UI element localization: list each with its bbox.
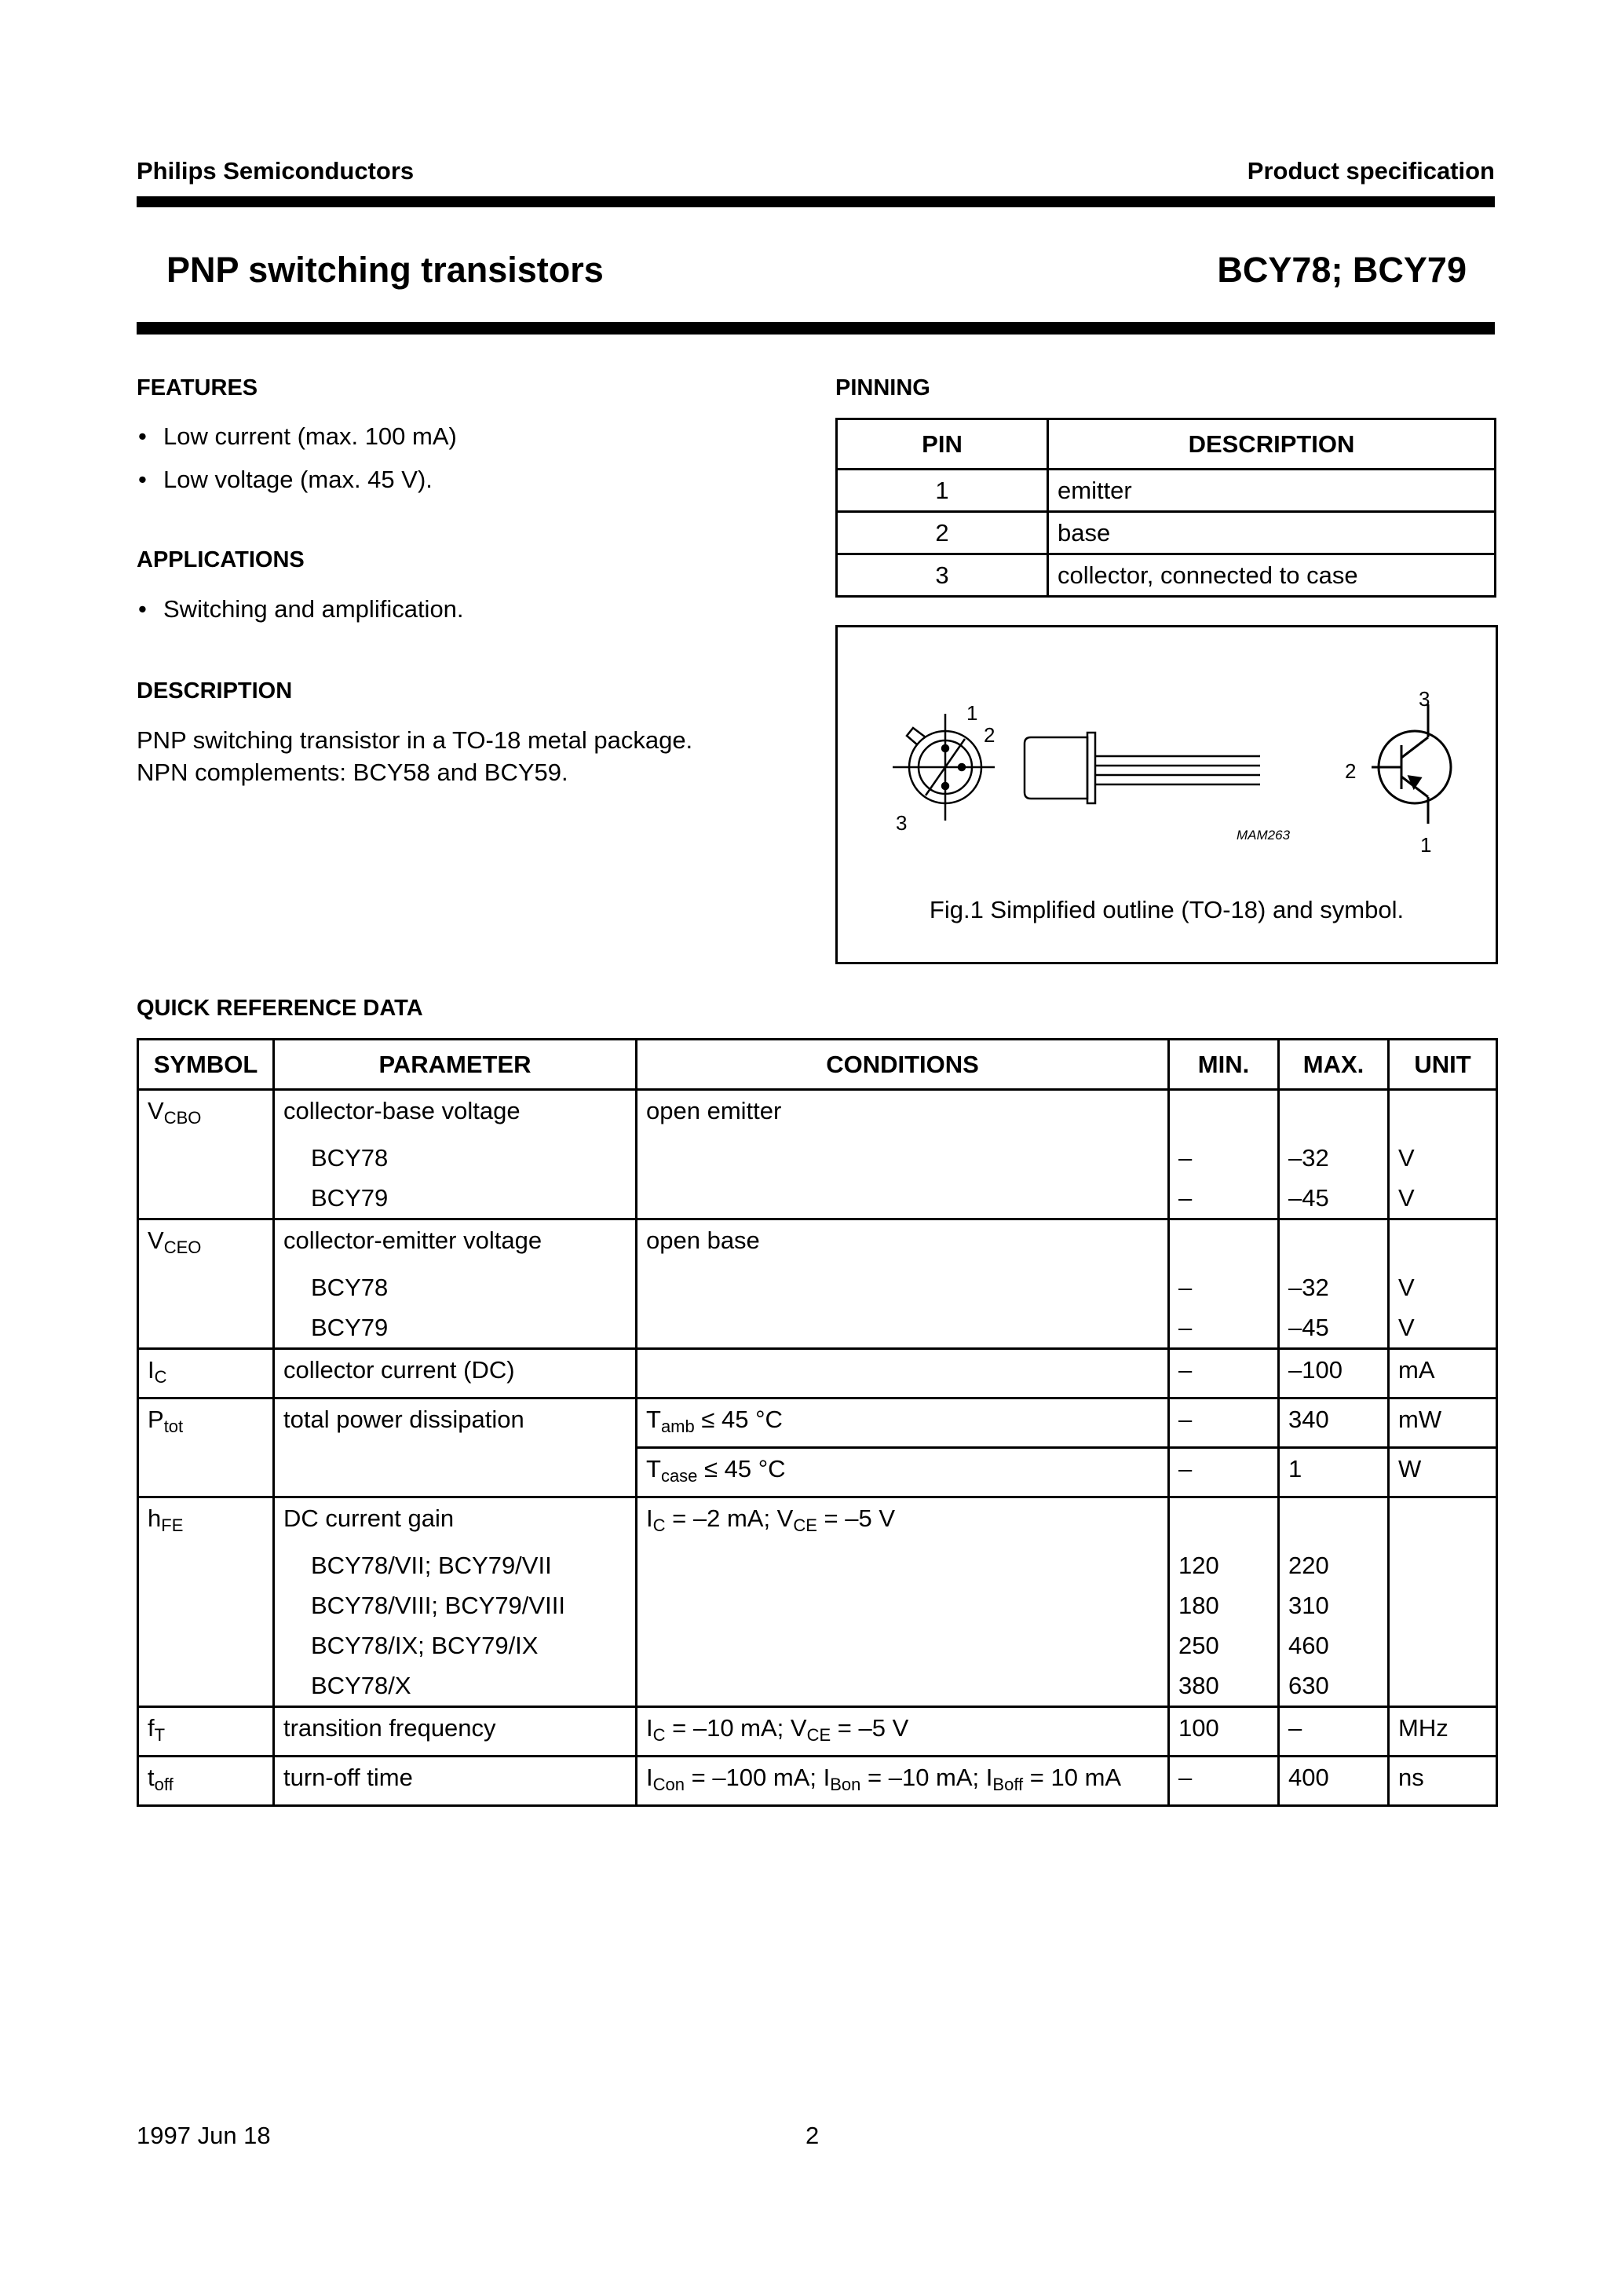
parameter-cell: transition frequency xyxy=(274,1707,637,1757)
table-row xyxy=(138,1497,1497,1546)
parameter-cell: BCY78 xyxy=(274,1138,637,1178)
description-line: PNP switching transistor in a TO-18 metal package. xyxy=(137,726,693,754)
to18-top-view-icon xyxy=(893,714,995,821)
unit-cell: V xyxy=(1389,1267,1497,1307)
conditions-cell: $T_{case} \le 45$ °C xyxy=(637,1448,1169,1497)
description-col-header: DESCRIPTION xyxy=(1048,419,1496,470)
max-cell: 630 xyxy=(1279,1665,1389,1707)
parameter-cell: BCY78/IX; BCY79/IX xyxy=(274,1625,637,1665)
parameter-cell: BCY78 xyxy=(274,1267,637,1307)
col-header-parameter: PARAMETER xyxy=(274,1040,637,1090)
pin-desc-cell: emitter xyxy=(1048,470,1496,512)
conditions-cell: open base xyxy=(637,1219,1169,1268)
table-row xyxy=(138,1267,1497,1307)
symbol-cell: $V_{CEO}$ xyxy=(138,1219,274,1268)
table-row xyxy=(138,1707,1497,1757)
parameter-cell: BCY78/X xyxy=(274,1665,637,1707)
max-cell: 1 xyxy=(1279,1448,1389,1497)
to18-outline-and-symbol xyxy=(838,627,1496,863)
max-cell: 460 xyxy=(1279,1625,1389,1665)
to18-side-view-icon xyxy=(1025,733,1260,803)
unit-cell xyxy=(1389,1090,1497,1139)
col-header-conditions: CONDITIONS xyxy=(637,1040,1169,1090)
figure-box xyxy=(835,625,1498,964)
unit-cell: W xyxy=(1389,1448,1497,1497)
quick-reference-table xyxy=(137,1038,1498,1807)
unit-cell: ns xyxy=(1389,1757,1497,1806)
list-item: • Switching and amplification. xyxy=(137,587,780,631)
min-cell: 180 xyxy=(1169,1585,1279,1625)
pin-cell: 2 xyxy=(837,512,1048,554)
conditions-cell xyxy=(637,1349,1169,1398)
max-cell xyxy=(1279,1090,1389,1139)
max-cell: – xyxy=(1279,1707,1389,1757)
min-cell xyxy=(1169,1090,1279,1139)
table-row xyxy=(138,1757,1497,1806)
max-cell: 310 xyxy=(1279,1585,1389,1625)
min-cell: – xyxy=(1169,1349,1279,1398)
parameter-cell: total power dissipation xyxy=(274,1398,637,1448)
page-number: 2 xyxy=(806,2122,820,2149)
description-line: NPN complements: BCY58 and BCY59. xyxy=(137,759,568,786)
conditions-cell: $I_{Con} = -100$ mA; $I_{Bon} = -10$ mA; $I_{Boff} = 10$ mA xyxy=(637,1757,1169,1806)
symbol-cell: $t_{off}$ xyxy=(138,1757,274,1806)
max-cell: –45 xyxy=(1279,1307,1389,1349)
title-rule xyxy=(137,322,1495,335)
max-cell: –32 xyxy=(1279,1267,1389,1307)
qrd-heading: QUICK REFERENCE DATA xyxy=(137,996,423,1021)
table-row xyxy=(138,1349,1497,1398)
features-list xyxy=(137,415,780,501)
max-cell: –32 xyxy=(1279,1138,1389,1178)
pinning-table xyxy=(835,418,1496,598)
symbol-pin-label: 2 xyxy=(1345,759,1357,783)
outline-pin-label: 1 xyxy=(966,701,978,725)
col-header-min: MIN. xyxy=(1169,1040,1279,1090)
unit-cell: MHz xyxy=(1389,1707,1497,1757)
parameter-cell: collector-emitter voltage xyxy=(274,1219,637,1268)
unit-cell: V xyxy=(1389,1138,1497,1178)
symbol-cell: $h_{FE}$ xyxy=(138,1497,274,1546)
header-rule xyxy=(137,196,1495,207)
min-cell: – xyxy=(1169,1178,1279,1219)
min-cell: – xyxy=(1169,1398,1279,1448)
table-row xyxy=(837,470,1496,512)
symbol-pin-label: 3 xyxy=(1419,687,1430,711)
part-number: BCY78; BCY79 xyxy=(1217,250,1467,290)
col-header-max: MAX. xyxy=(1279,1040,1389,1090)
table-row xyxy=(138,1398,1497,1448)
parameter-cell: collector-base voltage xyxy=(274,1090,637,1139)
table-row xyxy=(138,1625,1497,1665)
company-name: Philips Semiconductors xyxy=(137,157,415,185)
document-type: Product specification xyxy=(1247,157,1495,185)
parameter-cell: BCY78/VII; BCY79/VII xyxy=(274,1545,637,1585)
table-row xyxy=(138,1585,1497,1625)
min-cell: – xyxy=(1169,1138,1279,1178)
table-row xyxy=(138,1307,1497,1349)
parameter-cell: BCY79 xyxy=(274,1307,637,1349)
parameter-cell: BCY78/VIII; BCY79/VIII xyxy=(274,1585,637,1625)
parameter-cell: DC current gain xyxy=(274,1497,637,1546)
max-cell: –100 xyxy=(1279,1349,1389,1398)
max-cell: 400 xyxy=(1279,1757,1389,1806)
unit-cell: V xyxy=(1389,1178,1497,1219)
min-cell: 250 xyxy=(1169,1625,1279,1665)
pinning-heading: PINNING xyxy=(835,375,930,400)
pin-desc-cell: collector, connected to case xyxy=(1048,554,1496,597)
outline-pin-label: 3 xyxy=(896,811,908,835)
outline-pin-label: 2 xyxy=(984,723,995,747)
list-item: • Low voltage (max. 45 V). xyxy=(137,458,780,501)
features-heading: FEATURES xyxy=(137,375,258,400)
list-item: • Low current (max. 100 mA) xyxy=(137,415,780,458)
unit-cell: V xyxy=(1389,1307,1497,1349)
page-title: PNP switching transistors xyxy=(166,250,604,290)
min-cell: – xyxy=(1169,1267,1279,1307)
table-row xyxy=(837,512,1496,554)
table-row xyxy=(138,1219,1497,1268)
symbol-cell: $f_T$ xyxy=(138,1707,274,1757)
symbol-pin-label: 1 xyxy=(1420,833,1432,857)
min-cell: 100 xyxy=(1169,1707,1279,1757)
table-row xyxy=(138,1138,1497,1178)
min-cell: – xyxy=(1169,1448,1279,1497)
figure-caption: Fig.1 Simplified outline (TO-18) and symbol. xyxy=(929,896,1405,923)
unit-cell: mA xyxy=(1389,1349,1497,1398)
conditions-cell: $I_C = -10$ mA; $V_{CE} = -5$ V xyxy=(637,1707,1169,1757)
applications-list xyxy=(137,587,780,631)
pnp-symbol-icon xyxy=(1372,704,1451,824)
pin-desc-cell: base xyxy=(1048,512,1496,554)
parameter-cell: BCY79 xyxy=(274,1178,637,1219)
figure-code: MAM263 xyxy=(1237,828,1291,843)
applications-heading: APPLICATIONS xyxy=(137,547,305,572)
max-cell: 340 xyxy=(1279,1398,1389,1448)
conditions-cell: open emitter xyxy=(637,1090,1169,1139)
table-header-row xyxy=(138,1040,1497,1090)
min-cell: 380 xyxy=(1169,1665,1279,1707)
table-row xyxy=(138,1090,1497,1139)
symbol-cell: $I_C$ xyxy=(138,1349,274,1398)
description-heading: DESCRIPTION xyxy=(137,678,293,704)
conditions-cell: $T_{amb} \le 45$ °C xyxy=(637,1398,1169,1448)
min-cell: – xyxy=(1169,1757,1279,1806)
parameter-cell: collector current (DC) xyxy=(274,1349,637,1398)
description-text xyxy=(137,724,812,788)
table-row xyxy=(138,1665,1497,1707)
max-cell: 220 xyxy=(1279,1545,1389,1585)
table-row xyxy=(837,554,1496,597)
min-cell: – xyxy=(1169,1307,1279,1349)
table-row xyxy=(138,1448,1497,1497)
conditions-cell: $I_C = -2$ mA; $V_{CE} = -5$ V xyxy=(637,1497,1169,1546)
col-header-unit: UNIT xyxy=(1389,1040,1497,1090)
symbol-cell: $P_{tot}$ xyxy=(138,1398,274,1448)
footer-date: 1997 Jun 18 xyxy=(137,2122,271,2149)
pin-col-header: PIN xyxy=(837,419,1048,470)
parameter-cell: turn-off time xyxy=(274,1757,637,1806)
symbol-cell: $V_{CBO}$ xyxy=(138,1090,274,1139)
col-header-symbol: SYMBOL xyxy=(138,1040,274,1090)
pin-cell: 1 xyxy=(837,470,1048,512)
min-cell: 120 xyxy=(1169,1545,1279,1585)
max-cell: –45 xyxy=(1279,1178,1389,1219)
pin-cell: 3 xyxy=(837,554,1048,597)
table-row xyxy=(138,1545,1497,1585)
unit-cell: mW xyxy=(1389,1398,1497,1448)
table-row xyxy=(138,1178,1497,1219)
